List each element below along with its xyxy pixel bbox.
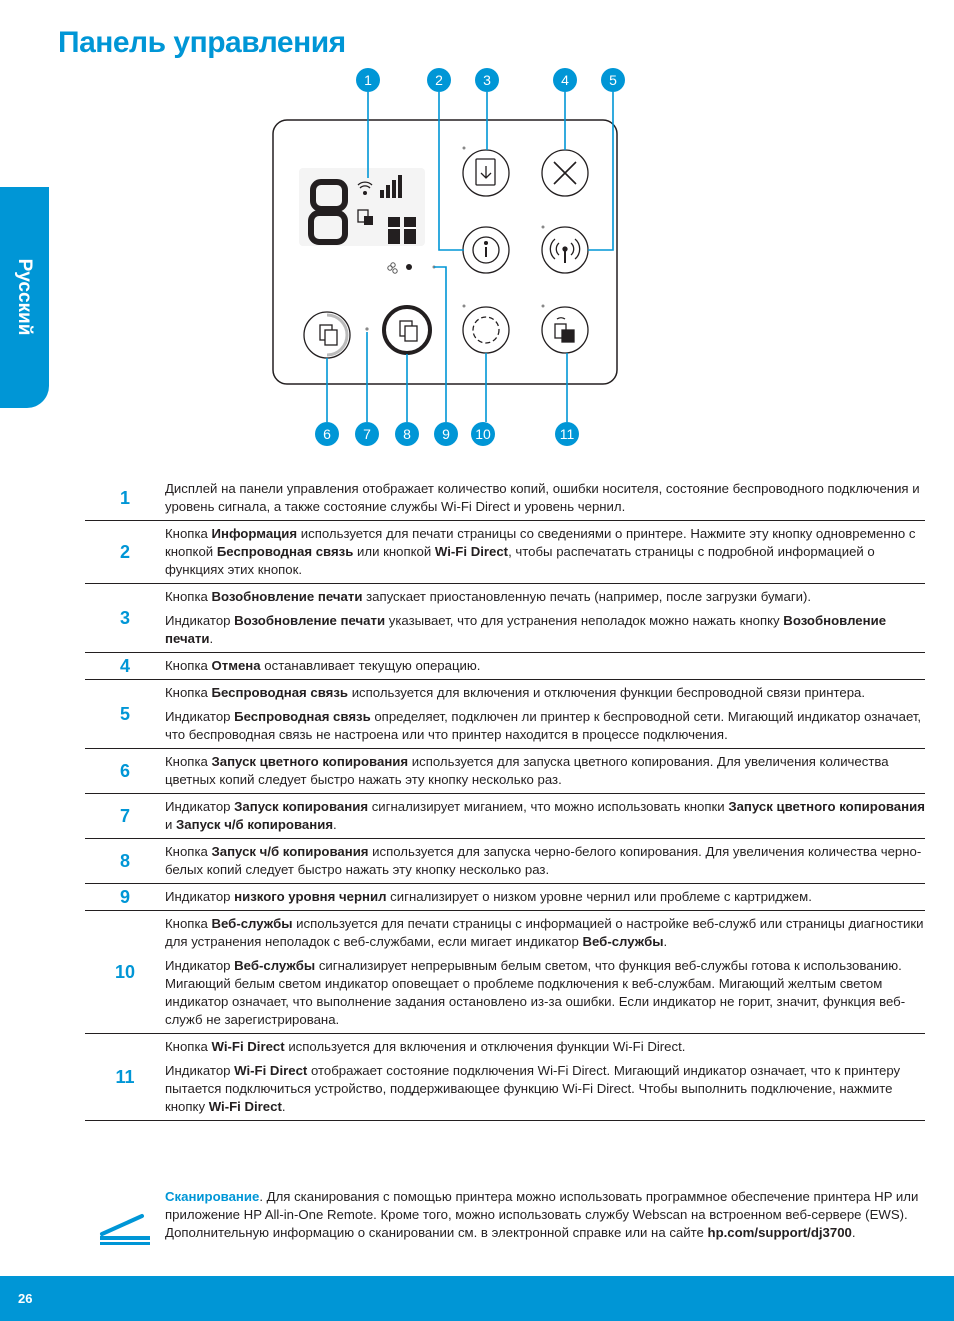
description-row xyxy=(85,794,925,839)
callout-3 xyxy=(475,68,499,92)
description-row xyxy=(85,521,925,584)
page-number: 26 xyxy=(18,1291,33,1306)
row-number: 9 xyxy=(119,886,130,907)
callout-8 xyxy=(395,422,419,446)
description-table xyxy=(85,476,925,1121)
scan-body: . Для сканирования с помощью принтера можно использовать программное обеспечение принтера HP или приложение HP All-in-One Remote. Кроме того, можно использовать службу Webscan на встроенном веб-сервере (EWS). Дополнительную информацию о сканировании см. в электронной справке или на сайте xyxy=(165,1189,919,1240)
row-number: 3 xyxy=(119,607,130,628)
scan-lead: Сканирование xyxy=(165,1189,260,1204)
page-title: Панель управления xyxy=(58,26,346,59)
scan-note xyxy=(85,1188,925,1246)
control-panel-diagram xyxy=(262,60,642,460)
description-row xyxy=(85,884,925,911)
page-footer xyxy=(0,1276,954,1321)
row-description: Кнопка Веб-службы используется для печати страницы с информацией о настройке веб-служб или страницы диагностики для устранения неполадок с веб-службами, если мигает индикатор Веб-службы. Индикатор Веб-службы сигнализирует непрерывным белым светом, что функция веб-службы готова к использованию. Мигающий белым светом индикатор оповещает о проблеме подключения к веб-службам. Мигающий желтым светом индикатор означает, что выполнение задания остановлено из-за ошибки. Если индикатор не горит, значит, функция веб-служб не зарегистрирована. xyxy=(165,916,924,1027)
callout-9 xyxy=(434,422,458,446)
description-row xyxy=(85,680,925,749)
svg-text:5: 5 xyxy=(609,72,617,88)
description-row xyxy=(85,584,925,653)
description-row xyxy=(85,1034,925,1121)
row-number: 5 xyxy=(119,703,130,724)
svg-text:4: 4 xyxy=(561,72,569,88)
callout-10 xyxy=(471,422,495,446)
row-number: 2 xyxy=(119,541,130,562)
support-link[interactable]: hp.com/support/dj3700 xyxy=(707,1225,852,1240)
row-description: Кнопка Отмена останавливает текущую операцию. xyxy=(165,658,481,673)
row-number: 10 xyxy=(114,961,136,982)
scanner-icon xyxy=(98,1210,152,1246)
callout-11 xyxy=(555,422,579,446)
svg-text:3: 3 xyxy=(483,72,491,88)
svg-text:2: 2 xyxy=(435,72,443,88)
row-description: Кнопка Возобновление печати запускает приостановленную печать (например, после загрузки бумаги). Индикатор Возобновление печати указывает, что для устранения неполадок можно нажать кнопку Возобновление печати. xyxy=(165,589,887,646)
svg-text:1: 1 xyxy=(364,72,372,88)
svg-text:7: 7 xyxy=(363,426,371,442)
description-row xyxy=(85,653,925,680)
description-row xyxy=(85,749,925,794)
row-description: Кнопка Запуск ч/б копирования используется для запуска черно-белого копирования. Для увеличения количества черно-белых копий следует быстро нажать эту кнопку несколько раз. xyxy=(165,844,922,877)
scan-tail: . xyxy=(851,1225,856,1240)
row-description: Кнопка Wi-Fi Direct используется для включения и отключения функции Wi-Fi Direct. Индикатор Wi-Fi Direct отображает состояние подключения Wi-Fi Direct. Мигающий индикатор означает, что к принтеру пытается подключиться устройство, поддерживающее функцию Wi-Fi Direct. Чтобы выполнить подключение, нажмите кнопку Wi-Fi Direct. xyxy=(165,1039,901,1114)
row-description: Кнопка Запуск цветного копирования используется для запуска цветного копирования. Для увеличения количества цветных копий следует быстро нажать эту кнопку несколько раз. xyxy=(165,754,889,787)
row-number: 11 xyxy=(115,1066,135,1087)
row-description: Кнопка Беспроводная связь используется для включения и отключения функции беспроводной связи принтера. Индикатор Беспроводная связь определяет, подключен ли принтер к беспроводной сети. Мигающий индикатор означает, что беспроводная связь не настроена или что принтер находится в процессе подключения. xyxy=(165,685,922,742)
callout-7 xyxy=(355,422,379,446)
callout-5 xyxy=(601,68,625,92)
svg-text:10: 10 xyxy=(475,426,491,442)
description-row xyxy=(85,839,925,884)
callout-2 xyxy=(427,68,451,92)
callout-1 xyxy=(356,68,380,92)
svg-text:8: 8 xyxy=(403,426,411,442)
callout-6 xyxy=(315,422,339,446)
svg-text:9: 9 xyxy=(442,426,450,442)
row-number: 4 xyxy=(119,655,130,676)
callout-4 xyxy=(553,68,577,92)
description-row xyxy=(85,476,925,521)
language-tab-label: Русский xyxy=(14,258,35,336)
row-number: 8 xyxy=(119,850,130,871)
row-number: 1 xyxy=(119,487,130,508)
row-number: 7 xyxy=(119,805,130,826)
svg-text:11: 11 xyxy=(559,426,575,442)
row-number: 6 xyxy=(119,760,130,781)
row-description: Индикатор Запуск копирования сигнализирует миганием, что можно использовать кнопки Запуск цветного копирования и Запуск ч/б копирования. xyxy=(165,799,925,832)
description-row xyxy=(85,911,925,1034)
svg-text:6: 6 xyxy=(323,426,331,442)
ink-indicator-light xyxy=(406,264,412,270)
row-description: Кнопка Информация используется для печати страницы со сведениями о принтере. Нажмите эту кнопку одновременно с кнопкой Беспроводная связь или кнопкой Wi-Fi Direct, чтобы распечатать страницы с подробной информацией о функциях этих кнопок. xyxy=(165,526,916,577)
language-tab xyxy=(0,187,49,408)
row-description: Дисплей на панели управления отображает количество копий, ошибки носителя, состояние беспроводного подключения и уровень сигнала, а также состояние службы Wi-Fi Direct и уровень чернил. xyxy=(165,481,920,514)
row-description: Индикатор низкого уровня чернил сигнализирует о низком уровне чернил или проблеме с картриджем. xyxy=(165,889,812,904)
